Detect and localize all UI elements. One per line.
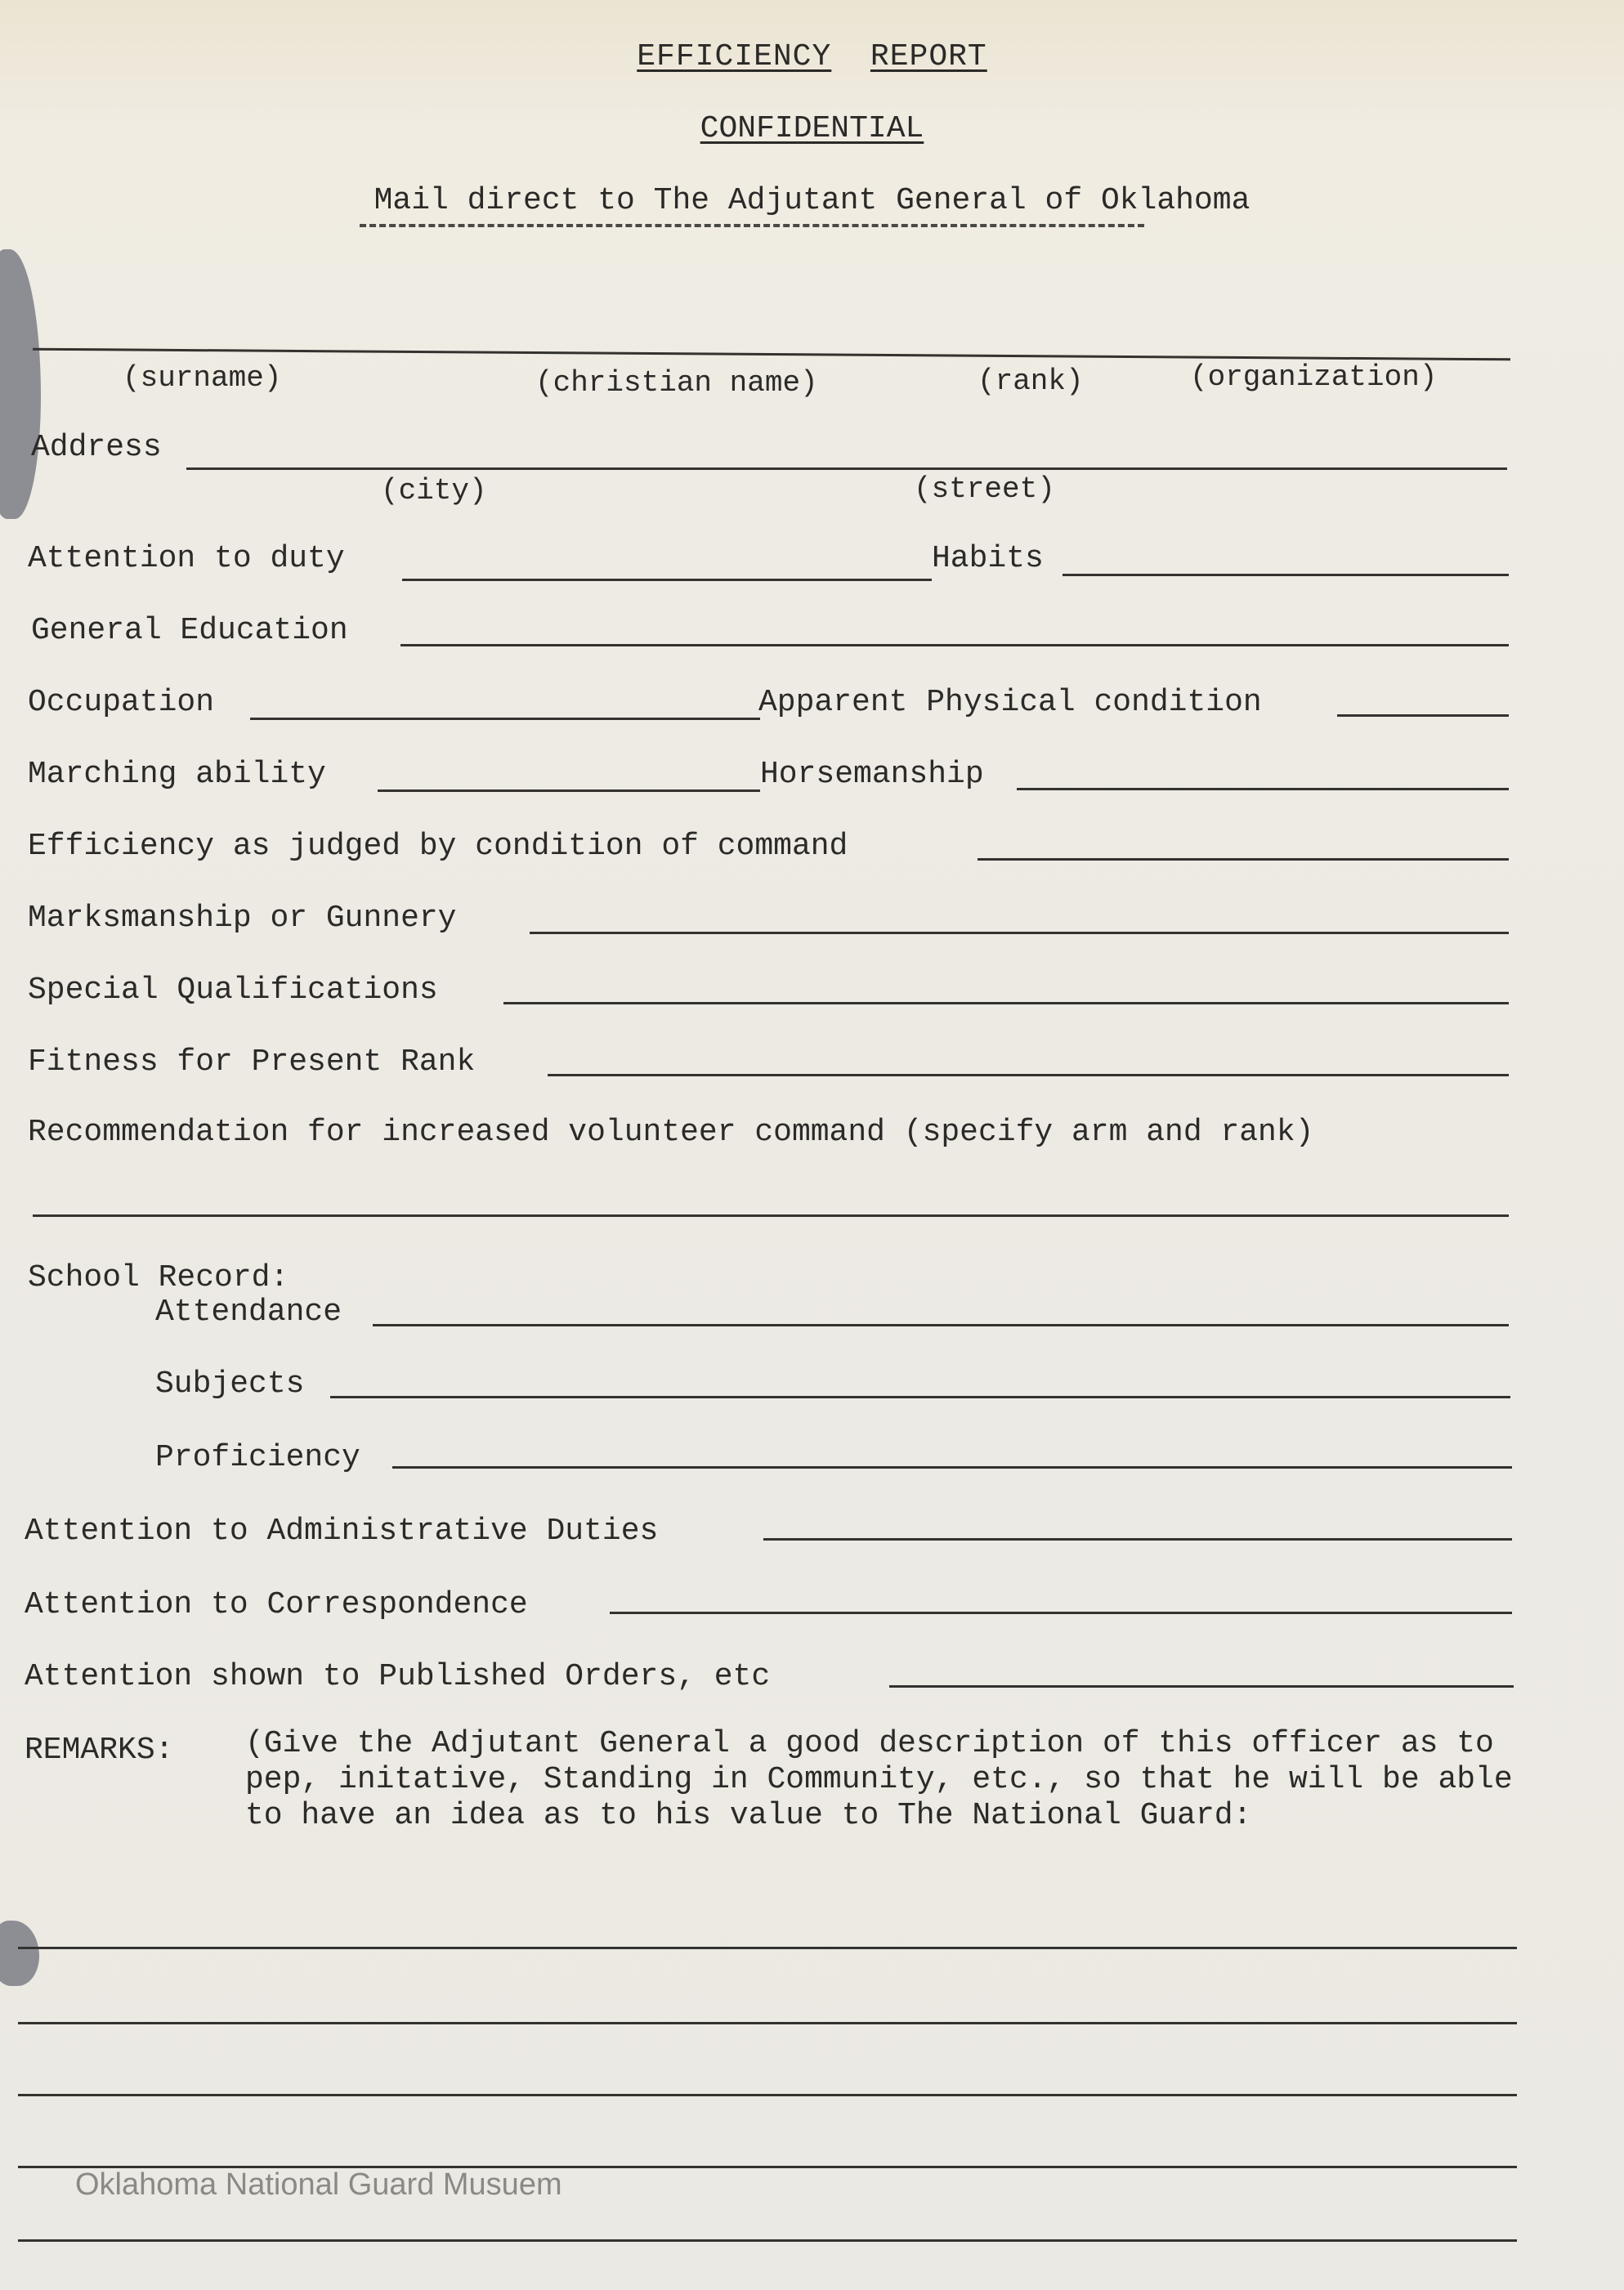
dashed-divider <box>360 224 1144 227</box>
proficiency-label: Proficiency <box>155 1440 360 1475</box>
horsemanship-label: Horsemanship <box>760 757 984 792</box>
attendance-field[interactable] <box>373 1324 1509 1326</box>
address-field[interactable] <box>186 467 1507 470</box>
occupation-label: Occupation <box>28 685 215 720</box>
physical-condition-field[interactable] <box>1337 714 1509 717</box>
general-education-label: General Education <box>31 613 348 648</box>
paper-stain <box>0 249 41 519</box>
attention-to-duty-field[interactable] <box>402 579 932 581</box>
subjects-label: Subjects <box>155 1366 305 1402</box>
correspondence-label: Attention to Correspondence <box>25 1587 528 1622</box>
rank-caption: (rank) <box>978 365 1084 398</box>
marksmanship-label: Marksmanship or Gunnery <box>28 901 457 936</box>
recommendation-label: Recommendation for increased volunteer command (specify arm and rank) <box>28 1115 1314 1150</box>
marksmanship-field[interactable] <box>530 932 1509 934</box>
fitness-field[interactable] <box>548 1074 1509 1076</box>
attendance-label: Attendance <box>155 1295 342 1330</box>
confidential-heading: CONFIDENTIAL <box>700 111 924 146</box>
school-record-label: School Record: <box>28 1260 289 1295</box>
street-caption: (street) <box>914 472 1055 506</box>
museum-watermark: Oklahoma National Guard Musuem <box>75 2167 562 2202</box>
remarks-line[interactable] <box>18 2094 1517 2096</box>
remarks-line[interactable] <box>18 2022 1517 2024</box>
marching-ability-label: Marching ability <box>28 757 326 792</box>
recommendation-field[interactable] <box>33 1214 1509 1217</box>
remarks-line[interactable] <box>18 1947 1517 1949</box>
organization-caption: (organization) <box>1190 360 1438 394</box>
city-caption: (city) <box>381 474 487 508</box>
physical-condition-label: Apparent Physical condition <box>758 685 1262 720</box>
general-education-field[interactable] <box>400 644 1509 646</box>
admin-duties-label: Attention to Administrative Duties <box>25 1514 659 1549</box>
christian-name-caption: (christian name) <box>535 366 818 400</box>
surname-caption: (surname) <box>123 361 282 395</box>
habits-field[interactable] <box>1063 574 1509 576</box>
remarks-instructions: (Give the Adjutant General a good description of this officer as to pep, initative, Standing in Community, etc., so that he will be able to have an idea as to his value to The National Guard: <box>245 1726 1513 1833</box>
address-label: Address <box>31 430 162 465</box>
name-field[interactable] <box>33 348 1510 361</box>
habits-label: Habits <box>932 541 1044 576</box>
published-orders-label: Attention shown to Published Orders, etc <box>25 1659 771 1694</box>
special-qualifications-field[interactable] <box>503 1002 1509 1004</box>
efficiency-field[interactable] <box>978 858 1509 861</box>
remarks-line[interactable] <box>18 2239 1517 2242</box>
mail-instruction: Mail direct to The Adjutant General of Oklahoma <box>374 183 1250 218</box>
efficiency-label: Efficiency as judged by condition of command <box>28 829 848 864</box>
admin-duties-field[interactable] <box>763 1538 1512 1541</box>
published-orders-field[interactable] <box>889 1685 1514 1688</box>
attention-to-duty-label: Attention to duty <box>28 541 345 576</box>
special-qualifications-label: Special Qualifications <box>28 973 438 1008</box>
horsemanship-field[interactable] <box>1017 788 1509 790</box>
marching-ability-field[interactable] <box>378 789 760 792</box>
remarks-label: REMARKS: <box>25 1733 174 1768</box>
fitness-label: Fitness for Present Rank <box>28 1044 476 1080</box>
form-title: EFFICIENCY REPORT <box>637 39 987 74</box>
proficiency-field[interactable] <box>392 1466 1512 1469</box>
correspondence-field[interactable] <box>610 1612 1512 1614</box>
subjects-field[interactable] <box>330 1396 1510 1398</box>
occupation-field[interactable] <box>250 718 760 720</box>
paper-stain <box>0 1921 39 1986</box>
